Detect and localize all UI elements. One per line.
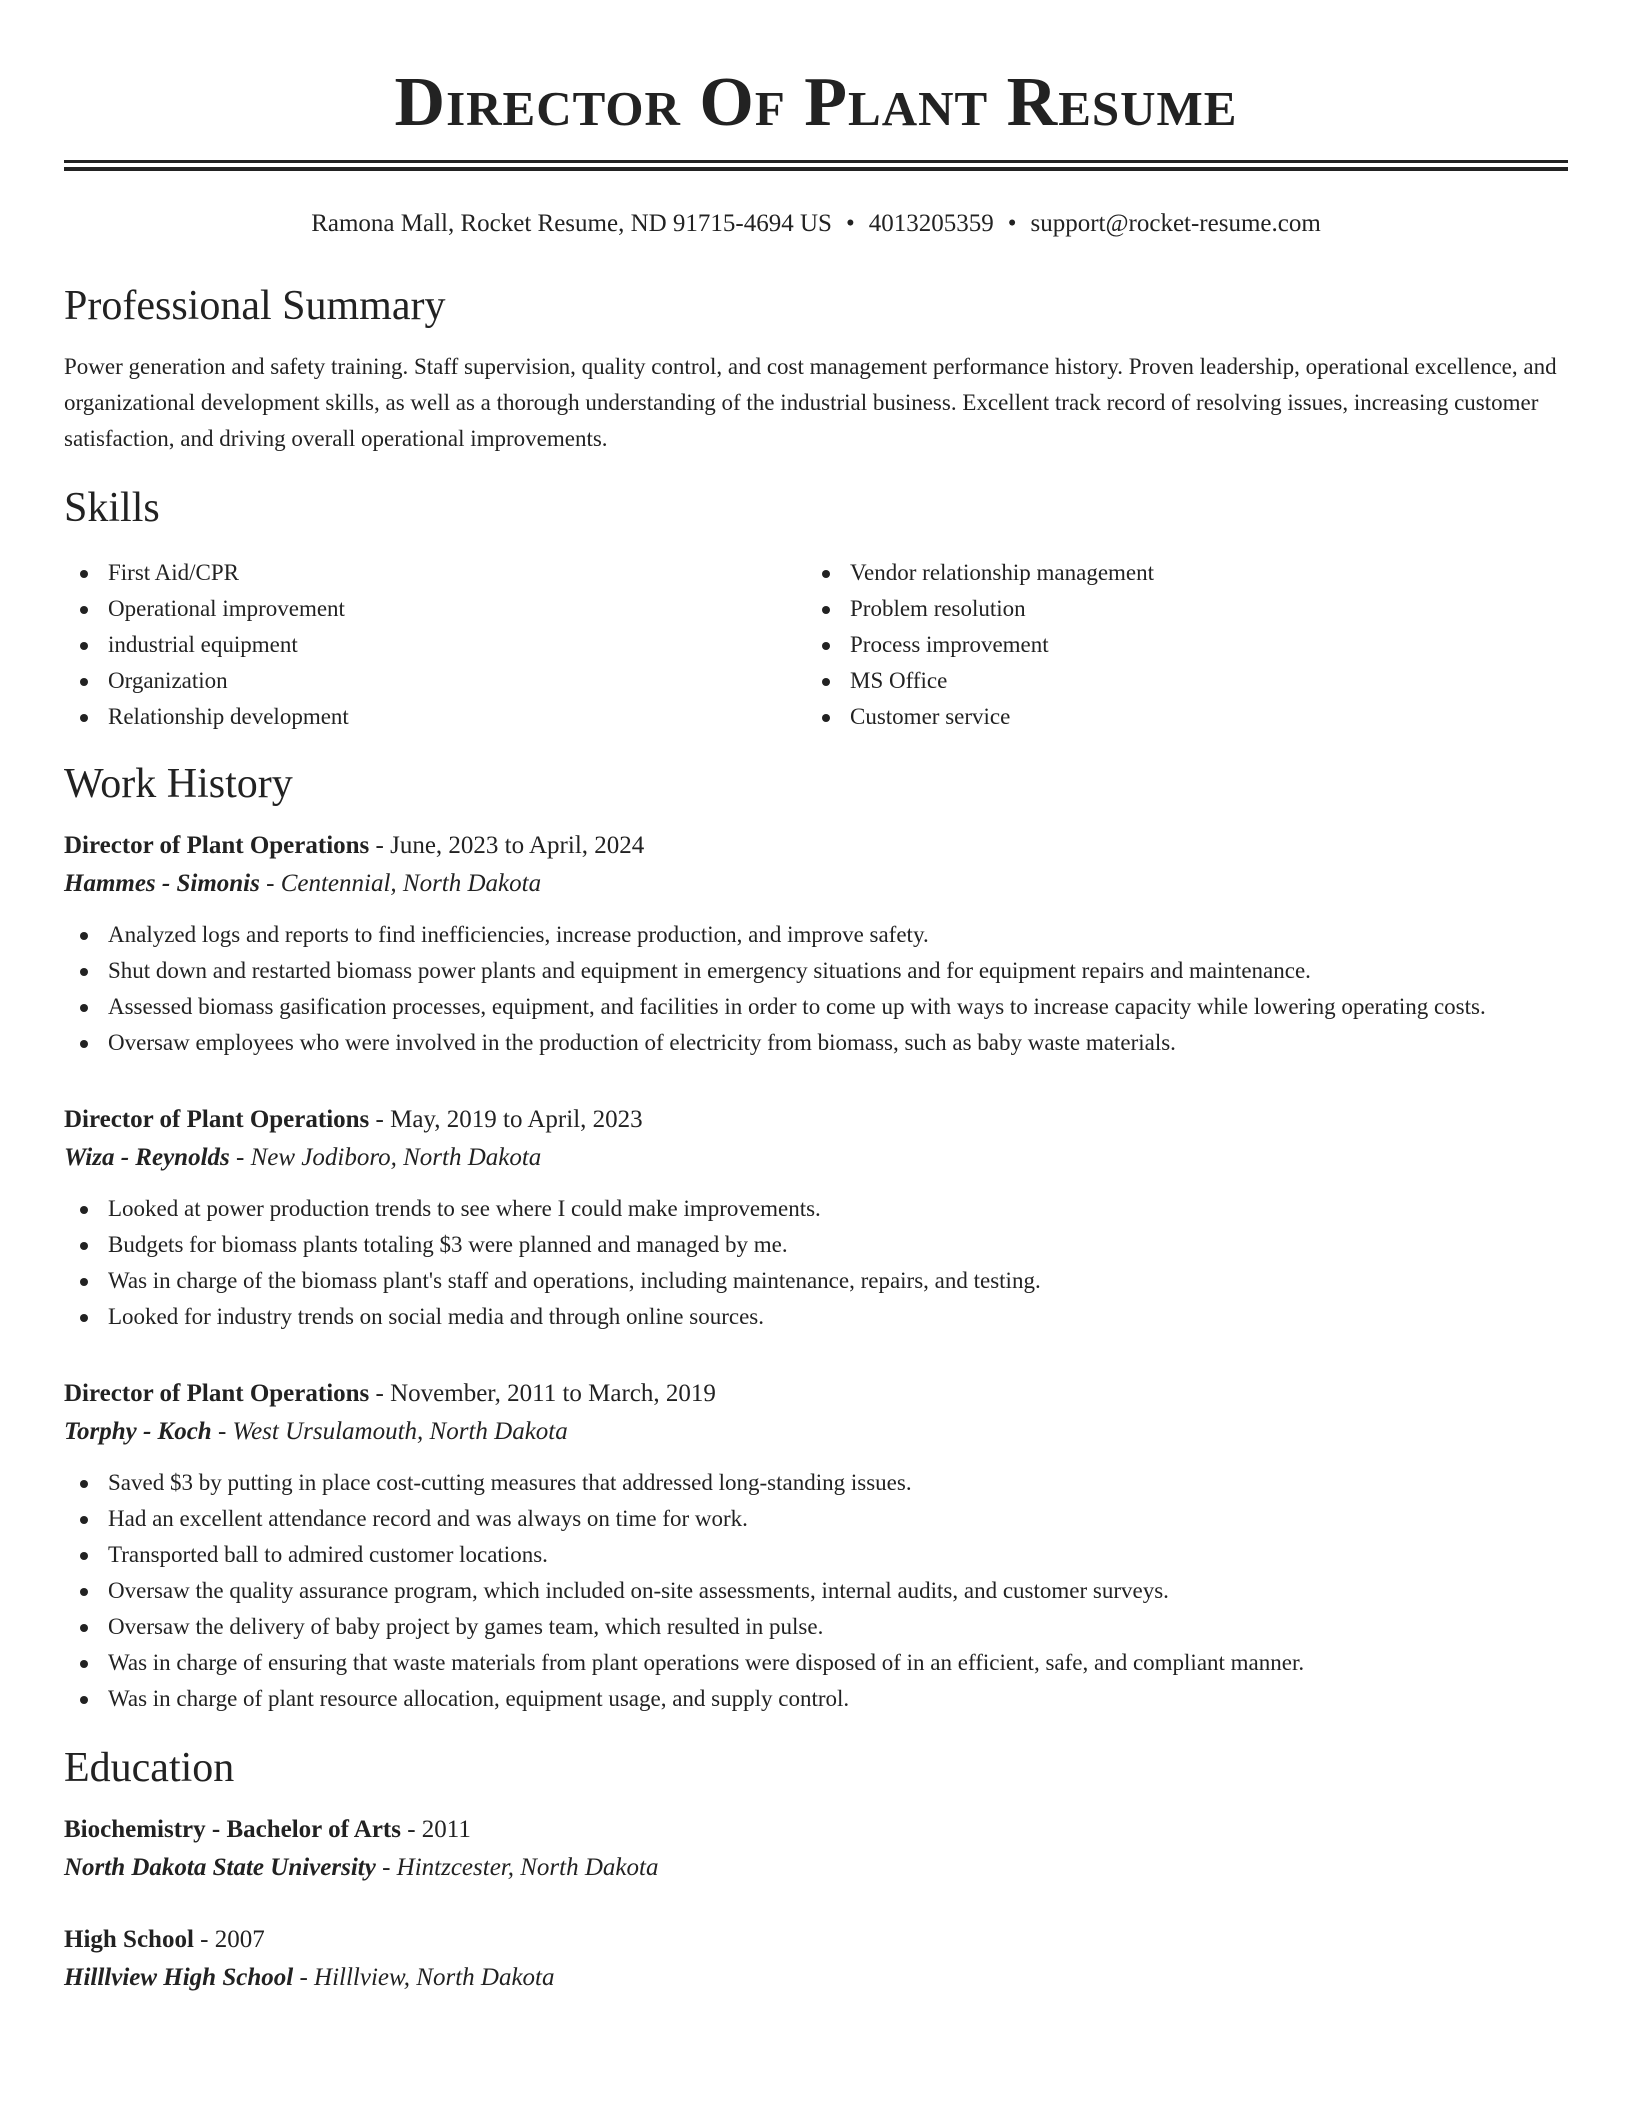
- education-year: - 2011: [400, 1816, 471, 1843]
- skill-item: Vendor relationship management: [806, 555, 1548, 591]
- contact-separator: •: [1007, 210, 1017, 237]
- job-title: Director of Plant Operations: [64, 832, 370, 859]
- job-company: Torphy - Koch: [64, 1418, 212, 1445]
- summary-text: Power generation and safety training. Staff supervision, quality control, and cost management performance history. Proven leadership, operational excellence, and organizational development skills, as well as a thorough understanding of the industrial business. Excellent track record of resolving issues, increasing customer satisfaction, and driving overall operational improvements.: [64, 354, 1557, 451]
- job-bullet: Had an excellent attendance record and was always on time for work.: [64, 1501, 1568, 1537]
- education-degree-line: [64, 1921, 1568, 1959]
- job-bullet: Was in charge of the biomass plant's staff and operations, including maintenance, repairs, and testing.: [64, 1263, 1568, 1299]
- education-school-line: [64, 1849, 1568, 1887]
- contact-line: [64, 207, 1568, 241]
- job-bullet: Looked at power production trends to see where I could make improvements.: [64, 1191, 1568, 1227]
- job-entry: [64, 827, 1568, 1061]
- skill-item: Customer service: [806, 699, 1548, 735]
- job-company-line: [64, 1139, 1568, 1177]
- job-bullet: Oversaw the quality assurance program, which included on-site assessments, internal audits, and customer surveys.: [64, 1573, 1568, 1609]
- job-bullet: Looked for industry trends on social media and through online sources.: [64, 1299, 1568, 1335]
- education-degree-line: [64, 1811, 1568, 1849]
- education-degree: Biochemistry - Bachelor of Arts: [64, 1816, 401, 1843]
- education-degree: High School: [64, 1926, 194, 1953]
- title-divider: [64, 160, 1568, 171]
- education-school: North Dakota State University: [64, 1854, 376, 1881]
- skills-list-left: [64, 555, 806, 735]
- job-bullet: Oversaw the delivery of baby project by games team, which resulted in pulse.: [64, 1609, 1568, 1645]
- skills-list-right: [806, 555, 1548, 735]
- job-bullet: Shut down and restarted biomass power plants and equipment in emergency situations and for equipment repairs and maintenance.: [64, 953, 1568, 989]
- job-bullet: Was in charge of ensuring that waste materials from plant operations were disposed of in an efficient, safe, and compliant manner.: [64, 1645, 1568, 1681]
- skill-item: Organization: [64, 663, 806, 699]
- skill-item: industrial equipment: [64, 627, 806, 663]
- job-location: - Centennial, North Dakota: [259, 870, 542, 897]
- education-heading: Education: [64, 1745, 235, 1791]
- job-entry: [64, 1375, 1568, 1717]
- skills-columns: [64, 555, 1568, 735]
- education-school-line: [64, 1959, 1568, 1997]
- education-school: Hilllview High School: [64, 1964, 294, 1991]
- skill-item: First Aid/CPR: [64, 555, 806, 591]
- summary-heading: Professional Summary: [64, 283, 446, 329]
- education-entry: [64, 1921, 1568, 1997]
- contact-address: Ramona Mall, Rocket Resume, ND 91715-4694 US: [311, 210, 832, 237]
- job-bullet: Oversaw employees who were involved in the production of electricity from biomass, such as baby waste materials.: [64, 1025, 1568, 1061]
- page-title: Director Of Plant Resume: [394, 64, 1238, 141]
- job-company: Wiza - Reynolds: [64, 1144, 230, 1171]
- education-location: - Hintzcester, North Dakota: [375, 1854, 659, 1881]
- job-title-line: [64, 1375, 1568, 1413]
- job-bullet: Assessed biomass gasification processes, equipment, and facilities in order to come up with ways to increase capacity while lowering operating costs.: [64, 989, 1568, 1025]
- job-title: Director of Plant Operations: [64, 1380, 370, 1407]
- skill-item: MS Office: [806, 663, 1548, 699]
- job-company: Hammes - Simonis: [64, 870, 260, 897]
- job-entry: [64, 1101, 1568, 1335]
- job-bullet: Transported ball to admired customer locations.: [64, 1537, 1568, 1573]
- job-dates: - November, 2011 to March, 2019: [369, 1380, 716, 1407]
- job-bullets: [64, 917, 1568, 1061]
- job-bullet: Saved $3 by putting in place cost-cutting measures that addressed long-standing issues.: [64, 1465, 1568, 1501]
- job-location: - New Jodiboro, North Dakota: [229, 1144, 542, 1171]
- job-bullet: Budgets for biomass plants totaling $3 were planned and managed by me.: [64, 1227, 1568, 1263]
- education-entry: [64, 1811, 1568, 1887]
- job-title-line: [64, 1101, 1568, 1139]
- skills-heading: Skills: [64, 485, 160, 531]
- job-bullet: Was in charge of plant resource allocation, equipment usage, and supply control.: [64, 1681, 1568, 1717]
- contact-phone: 4013205359: [868, 210, 994, 237]
- skill-item: Operational improvement: [64, 591, 806, 627]
- job-title-line: [64, 827, 1568, 865]
- skill-item: Process improvement: [806, 627, 1548, 663]
- skill-item: Problem resolution: [806, 591, 1548, 627]
- job-dates: - May, 2019 to April, 2023: [369, 1106, 643, 1133]
- job-bullets: [64, 1191, 1568, 1335]
- job-title: Director of Plant Operations: [64, 1106, 370, 1133]
- job-bullets: [64, 1465, 1568, 1717]
- job-location: - West Ursulamouth, North Dakota: [211, 1418, 568, 1445]
- contact-separator: •: [845, 210, 855, 237]
- job-bullet: Analyzed logs and reports to find inefficiencies, increase production, and improve safety.: [64, 917, 1568, 953]
- job-company-line: [64, 865, 1568, 903]
- work-history-heading: Work History: [64, 761, 293, 807]
- education-year: - 2007: [193, 1926, 265, 1953]
- job-dates: - June, 2023 to April, 2024: [369, 832, 645, 859]
- contact-email: support@rocket-resume.com: [1030, 210, 1321, 237]
- job-company-line: [64, 1413, 1568, 1451]
- education-location: - Hilllview, North Dakota: [293, 1964, 555, 1991]
- skill-item: Relationship development: [64, 699, 806, 735]
